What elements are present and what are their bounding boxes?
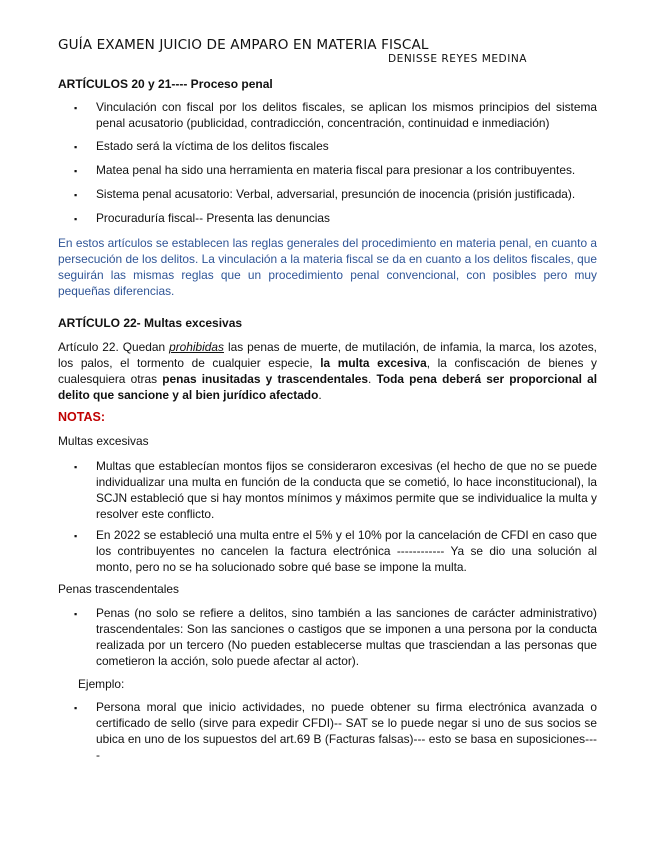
section1-bullet-1: Vinculación con fiscal por los delitos fiscales, se aplican los mismos principios del sistema penal acusatorio (publicidad, contradicción, concentración, continuidad e inmediación): [96, 100, 597, 130]
bullet-marker: ▪: [74, 190, 78, 200]
bullet-marker: ▪: [74, 103, 78, 113]
section1-heading: ARTÍCULOS 20 y 21---- Proceso penal: [58, 77, 273, 91]
article-text: las penas de muerte, de mutilación, de infamia, la marca, los azotes, los palos, el tormento de cualquier especie,: [58, 340, 597, 370]
bullet-marker: ▪: [74, 703, 78, 713]
document-title: GUÍA EXAMEN JUICIO DE AMPARO EN MATERIA FISCAL: [58, 37, 429, 53]
section1-bullet-3: Matea penal ha sido una herramienta en materia fiscal para presionar a los contribuyentes.: [96, 163, 576, 177]
article-bold-penas: penas inusitadas y trascendentales: [162, 372, 369, 386]
article-text: .: [318, 388, 322, 402]
article-text: Artículo 22. Quedan: [58, 340, 170, 354]
example-label: Ejemplo:: [78, 677, 125, 691]
article-bold-proporcional: Toda pena deberá ser proporcional al delito que sancione y al bien jurídico afectado: [58, 372, 597, 402]
article-text: , la confiscación de bienes y cualesquiera otras: [58, 356, 597, 386]
notes-multas-bullet-1: Multas que establecían montos fijos se consideraron excesivas (el hecho de que no se puede individualizar una multa en función de la conducta que se cometió, lo hace inconstitucional), la SCJN estableció que si hay montos mínimos y máximos permite que se individualice la multa y resolver este conflicto.: [96, 459, 597, 521]
notes-penas-bullet-1: Penas (no solo se refiere a delitos, sino también a las sanciones de carácter administrativo) trascendentales: Son las sanciones o castigos que se imponen a una persona por la conducta realizada por un tercero (No pueden establecerse multas que trasciendan a las personas que cometieron la acción, solo puede afectar al actor).: [96, 606, 597, 668]
section1-bullet-5: Procuraduría fiscal-- Presenta las denuncias: [96, 211, 330, 225]
article-bold-multa: la multa excesiva: [320, 356, 427, 370]
bullet-marker: ▪: [74, 214, 78, 224]
article-text: .: [368, 372, 377, 386]
bullet-marker: ▪: [74, 462, 78, 472]
article-emphasis-prohibidas: prohibidas: [169, 340, 224, 354]
bullet-marker: ▪: [74, 142, 78, 152]
notes-subheading-penas: Penas trascendentales: [58, 582, 179, 596]
bullet-marker: ▪: [74, 609, 78, 619]
section1-note: En estos artículos se establecen las reglas generales del procedimiento en materia penal, en cuanto a persecución de los delitos. La vinculación a la materia fiscal se da en cuanto a los delitos fiscales, que seguirán las mismas reglas que un procedimiento penal convencional, con posibles pero muy pequeñas diferencias.: [58, 236, 597, 298]
notes-label: NOTAS:: [58, 410, 105, 424]
bullet-marker: ▪: [74, 531, 78, 541]
example-bullet-1: Persona moral que inicio actividades, no puede obtener su firma electrónica avanzada o certificado de sello (sirve para expedir CFDI)-- SAT se lo puede negar si uno de sus socios se ubica en uno de los supuestos del art.69 B (Facturas falsas)--- esto se basa en suposiciones----: [96, 700, 597, 762]
section1-bullet-4: Sistema penal acusatorio: Verbal, adversarial, presunción de inocencia (prisión justificada).: [96, 187, 576, 201]
section1-bullet-2: Estado será la víctima de los delitos fiscales: [96, 139, 329, 153]
notes-multas-bullet-2: En 2022 se estableció una multa entre el 5% y el 10% por la cancelación de CFDI en caso que los contribuyentes no cancelen la factura electrónica ------------ Ya se dio una solución al monto, pero no se ha solucionado sobre qué base se impone la multa.: [96, 528, 597, 574]
article-22-paragraph: [58, 339, 597, 403]
notes-subheading-multas: Multas excesivas: [58, 434, 149, 448]
author-name: DENISSE REYES MEDINA: [388, 53, 528, 65]
bullet-marker: ▪: [74, 166, 78, 176]
section2-heading: ARTÍCULO 22- Multas excesivas: [58, 316, 243, 330]
